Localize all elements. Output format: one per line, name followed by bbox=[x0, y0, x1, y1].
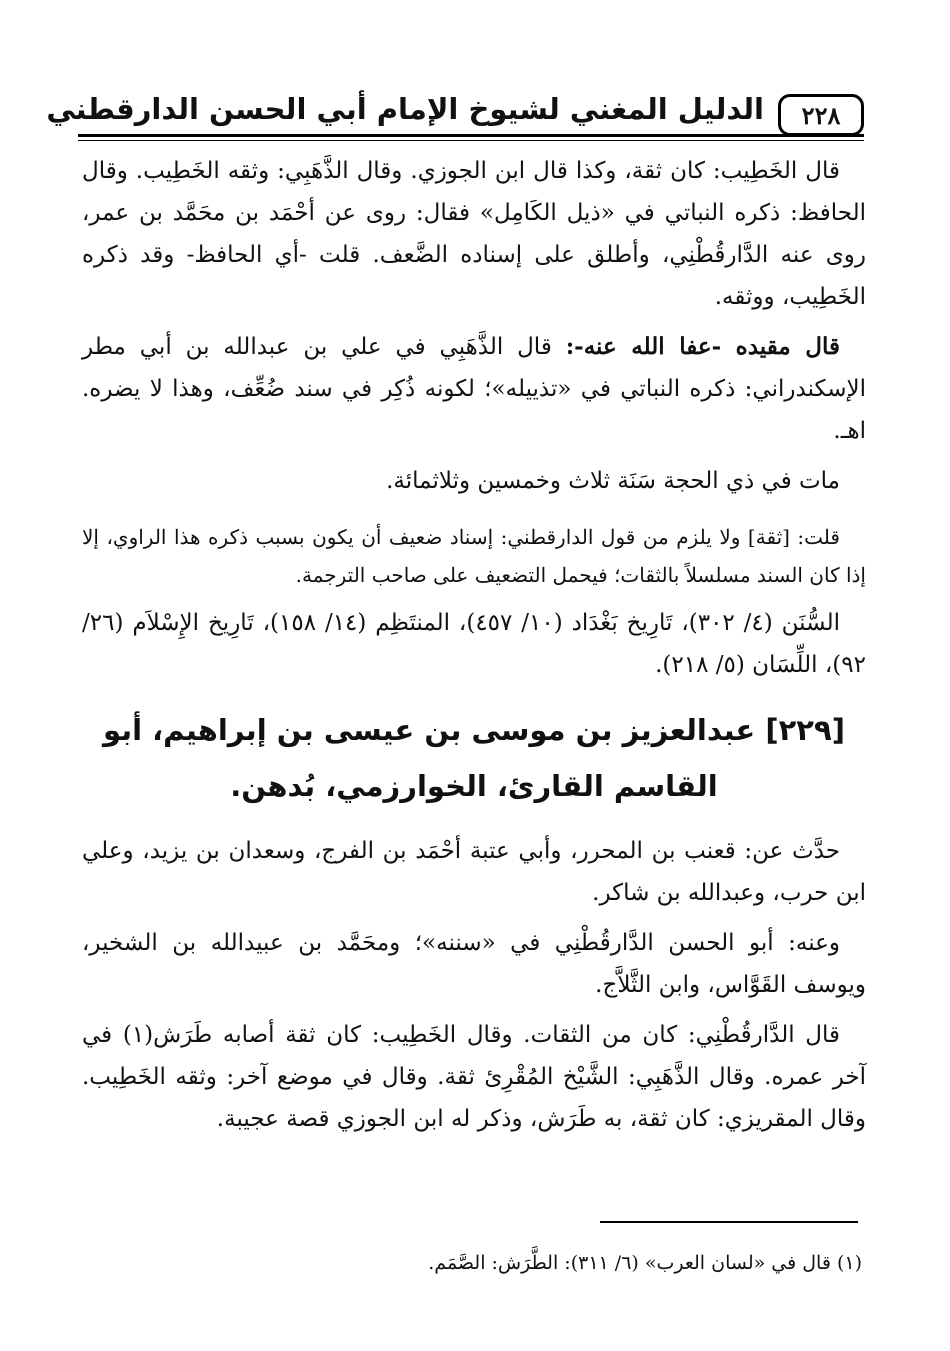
references: السُّنَن (٤/ ٣٠٢)، تَارِيخ بَغْدَاد (١٠/ ٤٥٧)، المنتَظِم (١٤/ ١٥٨)، تَارِيخ الإِسْلاَم (٢٦/ ٩٢)، اللِّسَان (٥/ ٢١٨). bbox=[82, 610, 866, 678]
header-rule bbox=[78, 134, 864, 137]
paragraph-1: قال الخَطِيب: كان ثقة، وكذا قال ابن الجوزي. وقال الذَّهَبِي: وثقه الخَطِيب. وقال الحافظ: ذكره النباتي في «ذيل الكَامِل» فقال: روى عن أحْمَد بن محَمَّد بن عمر، روى عنه الدَّارقُطْنِي، وأطلق على إسناده الضَّعف. قلت -أي الحافظ- وقد ذكره الخَطِيب، ووثقه. bbox=[82, 158, 866, 310]
page-header bbox=[46, 88, 864, 138]
running-title: الدليل المغني لشيوخ الإمام أبي الحسن الدارقطني bbox=[46, 92, 764, 126]
footnote: (١) قال في «لسان العرب» (٦/ ٣١١): الطَّرَش: الصَّمَم. bbox=[428, 1252, 862, 1274]
page-number: ٢٢٨ bbox=[778, 94, 864, 136]
paragraph-6: حدَّث عن: قعنب بن المحرر، وأبي عتبة أحْمَد بن الفرج، وسعدان بن يزيد، وعلي ابن حرب، وعبدالله بن شاكر. bbox=[82, 838, 866, 906]
footnote-rule bbox=[600, 1221, 858, 1223]
paragraph-2 bbox=[82, 326, 866, 452]
paragraph-3: مات في ذي الحجة سَنَة ثلاث وخمسين وثلاثمائة. bbox=[386, 468, 840, 494]
page-body bbox=[82, 150, 866, 1140]
paragraph-2-lead: قال مقيده -عفا الله عنه-: bbox=[565, 333, 840, 360]
entry-heading: [٢٢٩] عبدالعزيز بن موسى بن عيسى بن إبراهيم، أبو القاسم القارئ، الخوارزمي، بُدهن. bbox=[103, 713, 845, 803]
paragraph-8: قال الدَّارقُطْنِي: كان من الثقات. وقال الخَطِيب: كان ثقة أصابه طَرَش(١) في آخر عمره. وقال الذَّهَبِي: الشَّيْخ المُقْرِئ ثقة. وقال في موضع آخر: وثقه الخَطِيب. وقال المقريزي: كان ثقة، به طَرَش، وذكر له ابن الجوزي قصة عجيبة. bbox=[82, 1022, 866, 1132]
paragraph-7: وعنه: أبو الحسن الدَّارقُطْنِي في «سننه»؛ ومحَمَّد بن عبيدالله بن الشخير، ويوسف القَوَّاس، وابن الثَّلاَّج. bbox=[82, 930, 866, 998]
paragraph-4: قلت: [ثقة] ولا يلزم من قول الدارقطني: إسناد ضعيف أن يكون بسبب ذكره هذا الراوي، إلا إذا كان السند مسلسلاً بالثقات؛ فيحمل التضعيف على صاحب الترجمة. bbox=[82, 525, 866, 587]
paragraph-2-text: قال الذَّهَبِي في علي بن عبدالله بن أبي مطر الإسكندراني: ذكره النباتي في «تذييله»؛ لكونه ذُكِر في سند ضُعِّف، وهذا لا يضره. اهـ. bbox=[82, 334, 866, 444]
header-rule-thin bbox=[78, 140, 864, 141]
